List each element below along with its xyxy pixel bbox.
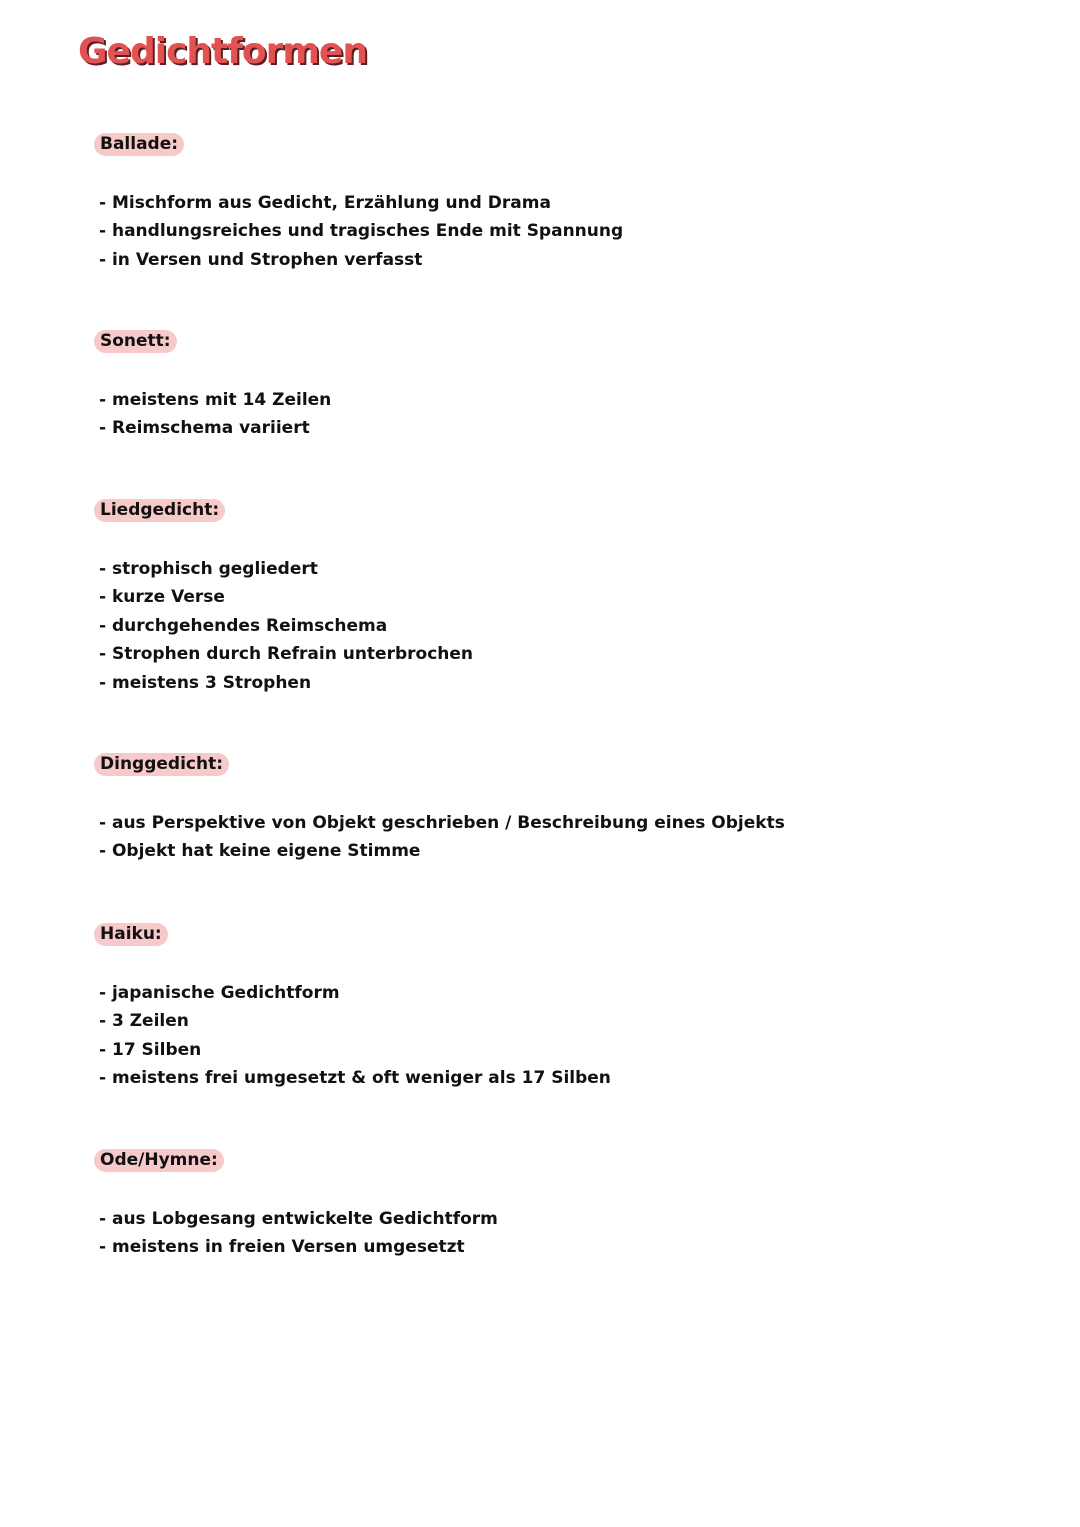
section-ballade [94,133,623,274]
list-item: - Objekt hat keine eigene Stimme [99,837,785,865]
list-item: - meistens in freien Versen umgesetzt [99,1233,498,1261]
list-item: - aus Lobgesang entwickelte Gedichtform [99,1205,498,1233]
item-list [99,979,611,1093]
section-heading: Ballade: [94,133,184,156]
list-item: - durchgehendes Reimschema [99,612,473,640]
list-item: - kurze Verse [99,583,473,611]
list-item: - Reimschema variiert [99,414,331,442]
item-list [99,189,623,274]
list-item: - meistens mit 14 Zeilen [99,386,331,414]
item-list [99,386,331,443]
item-list [99,1205,498,1262]
list-item: - meistens 3 Strophen [99,669,473,697]
list-item: - japanische Gedichtform [99,979,611,1007]
list-item: - handlungsreiches und tragisches Ende mit Spannung [99,217,623,245]
list-item: - 17 Silben [99,1036,611,1064]
page-title: Gedichtformen [78,31,367,72]
list-item: - 3 Zeilen [99,1007,611,1035]
section-ode-hymne [94,1149,498,1262]
section-haiku [94,923,611,1093]
list-item: - aus Perspektive von Objekt geschrieben / Beschreibung eines Objekts [99,809,785,837]
section-heading: Dinggedicht: [94,753,229,776]
list-item: - Mischform aus Gedicht, Erzählung und Drama [99,189,623,217]
section-heading: Sonett: [94,330,177,353]
list-item: - in Versen und Strophen verfasst [99,246,623,274]
section-heading: Ode/Hymne: [94,1149,224,1172]
section-heading: Liedgedicht: [94,499,225,522]
list-item: - meistens frei umgesetzt & oft weniger als 17 Silben [99,1064,611,1092]
section-sonett [94,330,331,443]
list-item: - Strophen durch Refrain unterbrochen [99,640,473,668]
section-liedgedicht [94,499,473,697]
list-item: - strophisch gegliedert [99,555,473,583]
item-list [99,555,473,697]
item-list [99,809,785,866]
section-heading: Haiku: [94,923,168,946]
section-dinggedicht [94,753,785,866]
